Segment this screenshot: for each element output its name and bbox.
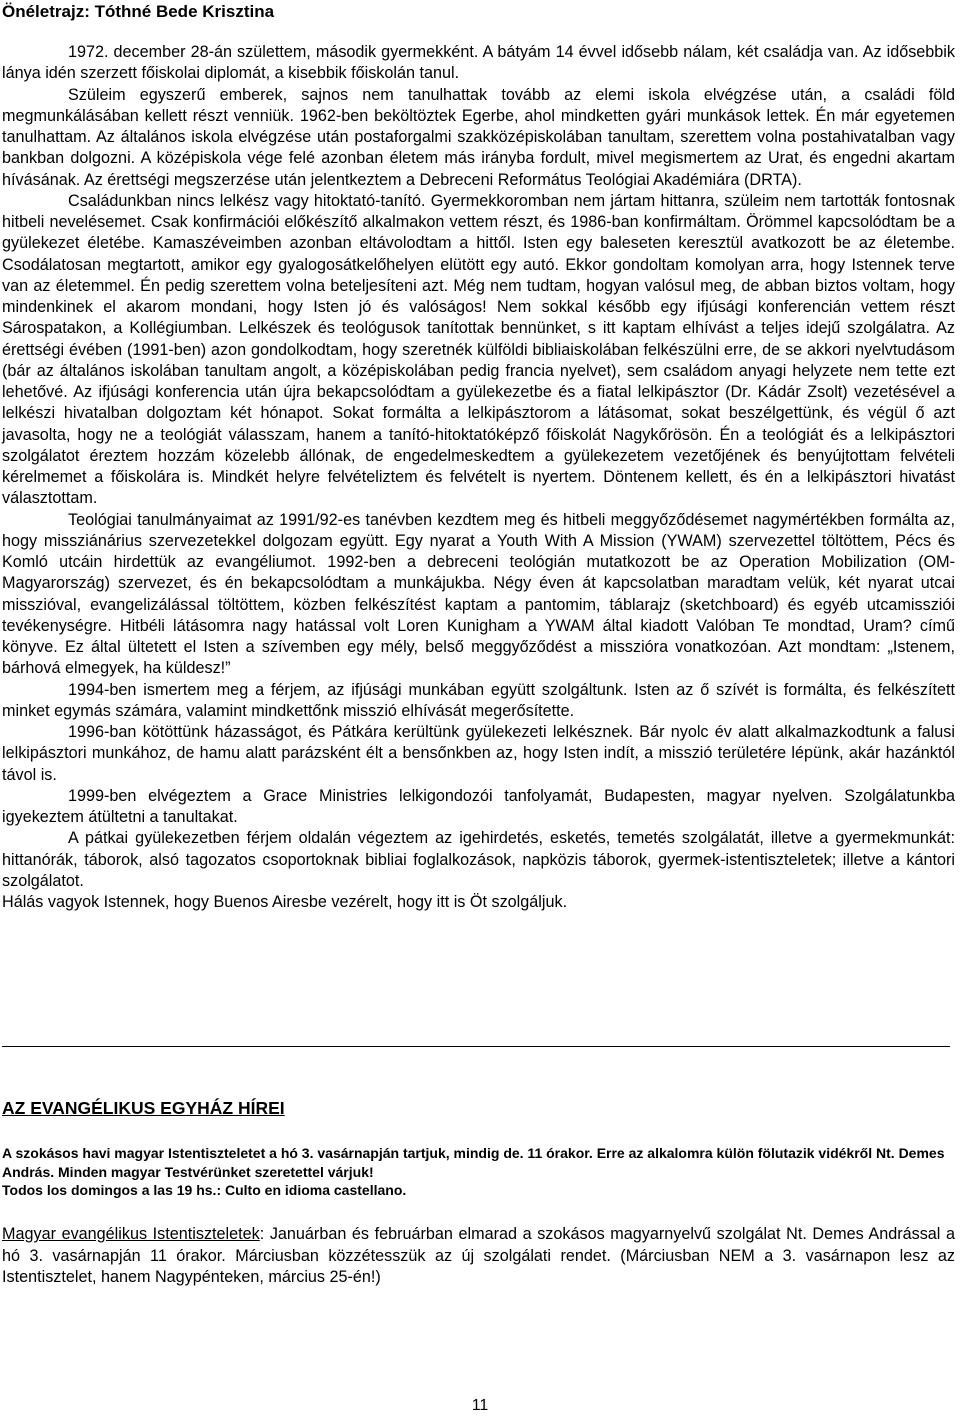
announcement-hungarian: A szokásos havi magyar Istentiszteletet a hó 3. vasárnapján tartjuk, mindig de. 11 órakor. Erre az alkalomra külön fölutazik vidékről Nt. Demes András. Minden magyar Testvérünket szeretettel várjuk!	[2, 1145, 945, 1180]
section-heading: AZ EVANGÉLIKUS EGYHÁZ HÍREI	[2, 1098, 285, 1118]
announcement-block	[2, 1144, 955, 1200]
services-notice	[2, 1224, 955, 1289]
biography-paragraph-9: Hálás vagyok Istennek, hogy Buenos Airesbe vezérelt, hogy itt is Öt szolgáljuk.	[2, 893, 568, 911]
page-title: Önéletrajz: Tóthné Bede Krisztina	[2, 2, 275, 21]
biography-text	[2, 42, 955, 913]
biography-paragraph-4: Teológiai tanulmányaimat az 1991/92-es tanévben kezdtem meg és hitbeli meggyőződésemet nagymértékben formálta az, hogy missziánárius szervezetekkel dolgozam együtt. Egy nyarat a Youth With A Mission (YWAM) szervezettel töltöttem, Pécs és Komló utcáin hirdettük az evangéliumot. 1992-ben a debreceni teológián mutatkozott be az Operation Mobilization (OM-Magyarország) szervezet, és én bekapcsolódtam a munkájukba. Négy éven át kapcsolatban maradtam velük, két nyarat utcai misszióval, evangelizálással töltöttem, közben felkészítést kaptam a pantomim, táblarajz (sketchboard) és egyéb utcamissziói tevékenységre. Hitbéli látásomra nagy hatással volt Loren Kunigham a YWAM által kiadott Valóban Te mondtad, Uram? című könyve. Ez által ültetett el Isten a szívemben egy mély, belső meggyőződést a misszióra vonatkozóan. Azt mondtam: „Istenem, bárhová elmegyek, ha küldesz!”	[2, 510, 955, 678]
horizontal-divider	[2, 1046, 950, 1047]
biography-paragraph-1: 1972. december 28-án születtem, második gyermekként. A bátyám 14 évvel idősebb nálam, két családja van. Az idősebbik lánya idén szerzett főiskolai diplomát, a kisebbik főiskolán tanul.	[2, 43, 955, 83]
page-number: 11	[471, 1397, 489, 1414]
biography-paragraph-8: A pátkai gyülekezetben férjem oldalán végeztem az igehirdetés, esketés, temetés szolgálatát, illetve a gyermekmunkát: hittanórák, táborok, alsó tagozatos csoportoknak bibliai foglalkozások, napközis táborok, gyermek-istentiszteletek; illetve a kántori szolgálatot.	[2, 829, 955, 890]
biography-paragraph-3: Családunkban nincs lelkész vagy hitoktató-tanító. Gyermekkoromban nem jártam hittanra, szüleim nem tartották fontosnak hitbeli nevelésemet. Csak konfirmációi előkészítő alkalmakon vettem részt, és 1986-ban konfirmáltam. Örömmel kapcsolódtam be a gyülekezet életébe. Kamaszéveimben azonban eltávolodtam a hittől. Isten egy baleseten keresztül avatkozott be az életembe. Csodálatosan megtartott, amikor egy gyalogosátkelőhelyen elütött egy autó. Ekkor gondoltam komolyan arra, hogy Istennek terve van az életemmel. Én pedig szerettem volna beteljesíteni azt. Még nem tudtam, hogyan valósul meg, de abban biztos voltam, hogy mindenkinek el akarom mondani, hogy Isten jó és valóságos! Nem sokkal később egy ifjúsági konferencián vettem részt Sárospatakon, a Kollégiumban. Lelkészek és teológusok tanítottak bennünket, s itt kaptam elhívást a teljes idejű szolgálatra. Az érettségi évében (1991-ben) azon gondolkodtam, hogy szeretnék külföldi bibliaiskolában felkészülni erre, de se akkori nyelvtudásom (bár az általános iskolában tanultam angolt, a középiskolában pedig francia nyelvet), sem családom anyagi helyzete nem tette ezt lehetővé. Az ifjúsági konferencia után újra bekapcsolódtam a gyülekezetbe és a fiatal lelkipásztor (Dr. Kádár Zsolt) vezetésével a lelkészi hivatalban dolgoztam két hónapot. Sokat formálta a lelkipásztorom a látásomat, sokat beszélgettünk, és végül ő azt javasolta, hogy ne a teológiát válasszam, hanem a tanító-hitoktatóképző főiskolát Nagykőrösön. Én a teológiát és a lelkipásztori szolgálatot éreztem hozzám közelebb állónak, de engedelmeskedtem a gyülekezetem vezetőjének és benyújtottam felvételi kérelmemet a főiskolára is. Mindkét helyre felvételiztem és felvételt is nyertem. Döntenem kellett, és én a lelkipásztori hivatást választottam.	[2, 191, 955, 508]
services-label: Magyar evangélikus Istentiszteletek	[2, 1225, 260, 1243]
services-text: : Januárban és februárban elmarad a szokásos magyarnyelvű szolgálat Nt. Demes Andrással a hó 3. vasárnapján 11 órakor. Márciusban közzétesszük az új szolgálati rendet. (Márciusban NEM a 3. vasárnapon lesz az Istentisztelet, hanem Nagypénteken, március 25-én!)	[2, 1225, 955, 1286]
biography-paragraph-2: Szüleim egyszerű emberek, sajnos nem tanulhattak tovább az elemi iskola elvégzése után, a családi föld megmunkálásában kellett részt venniük. 1962-ben beköltöztek Egerbe, ahol mindketten gyári munkások lettek. Én már egyetemen tanulhattam. Az általános iskola elvégzése után postaforgalmi szakközépiskolában tanultam, szerettem volna postahivatalban vagy bankban dolgozni. A középiskola vége felé azonban életem más irányba fordult, mivel megismertem az Urat, és engedni akartam hívásának. Az érettségi megszerzése után jelentkeztem a Debreceni Református Teológiai Akadémiára (DRTA).	[2, 85, 955, 189]
biography-paragraph-6: 1996-ban kötöttünk házasságot, és Pátkára kerültünk gyülekezeti lelkésznek. Bár nyolc év alatt alkalmazkodtunk a falusi lelkipásztori munkához, de hamu alatt parázsként élt a bensőnkben az, hogy Isten indít, a misszió területére lépünk, akár hazánktól távol is.	[2, 723, 955, 784]
biography-paragraph-5: 1994-ben ismertem meg a férjem, az ifjúsági munkában együtt szolgáltunk. Isten az ő szívét is formálta, és felkészített minket egymás számára, valamint mindkettőnk misszió elhívását megerősítette.	[2, 680, 955, 720]
announcement-spanish: Todos los domingos a las 19 hs.: Culto en idioma castellano.	[2, 1182, 407, 1198]
biography-paragraph-7: 1999-ben elvégeztem a Grace Ministries lelkigondozói tanfolyamát, Budapesten, magyar nyelven. Szolgálatunkba igyekeztem átültetni a tanultakat.	[2, 786, 955, 826]
